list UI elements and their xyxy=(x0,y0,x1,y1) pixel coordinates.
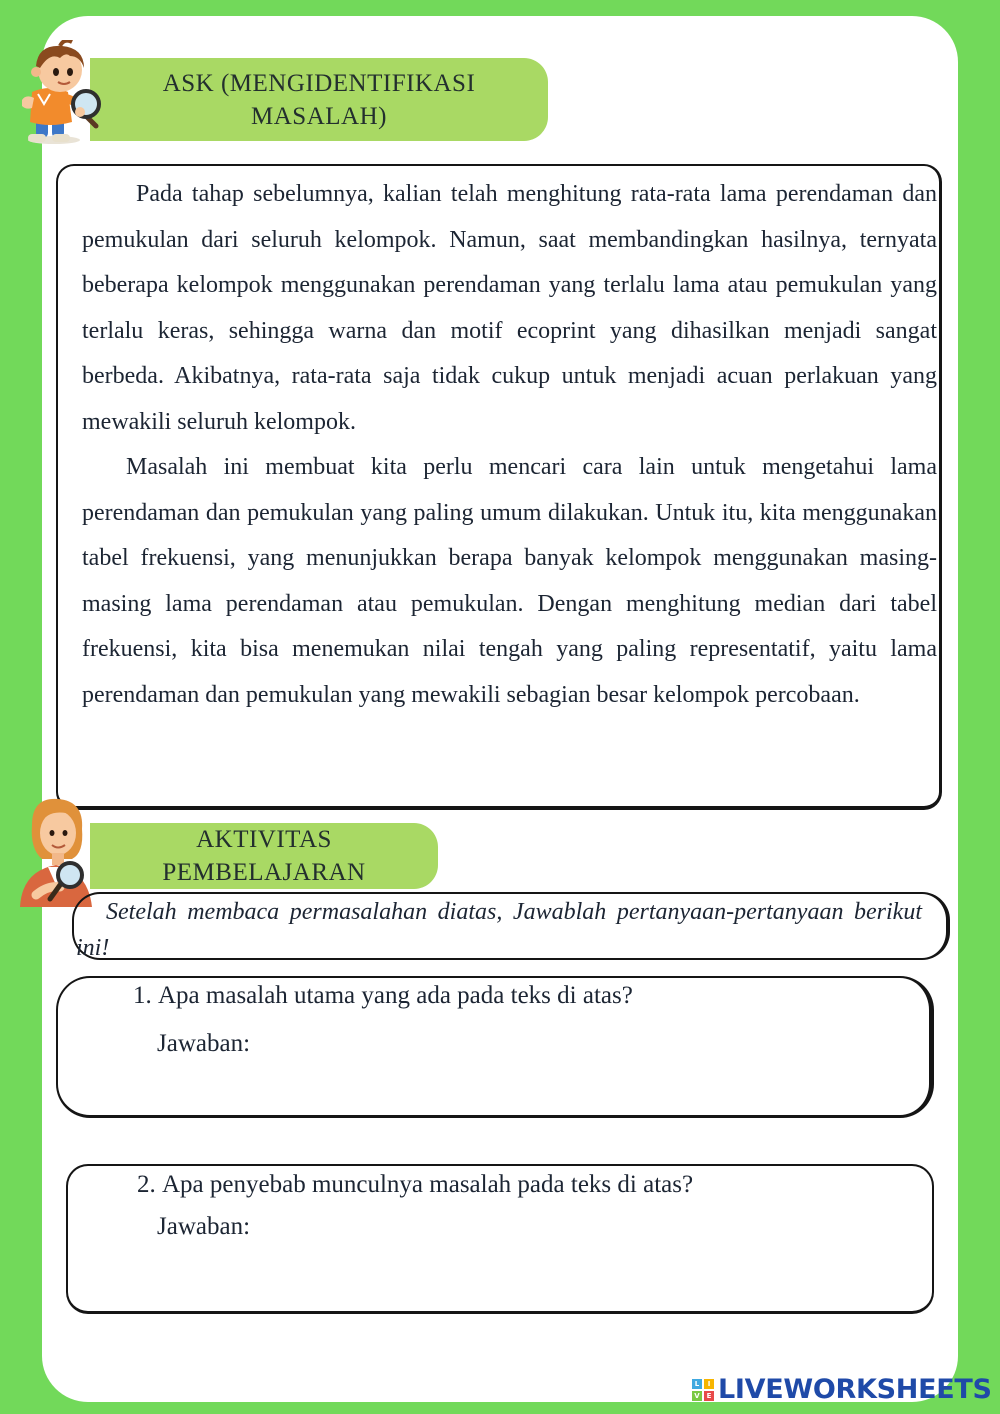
logo-letter-e: E xyxy=(704,1391,714,1401)
activity-title-line2: PEMBELAJARAN xyxy=(162,859,366,886)
question-2-text: Apa penyebab munculnya masalah pada teks di atas? xyxy=(162,1171,694,1198)
activity-title-line1: AKTIVITAS xyxy=(196,826,332,853)
logo-letter-l: L xyxy=(692,1379,702,1389)
problem-text-box xyxy=(56,164,942,810)
liveworksheets-brand xyxy=(692,1374,992,1405)
question-1-number: 1. xyxy=(133,982,152,1009)
question-1-text: Apa masalah utama yang ada pada teks di atas? xyxy=(158,982,633,1009)
question-2-answer-input[interactable] xyxy=(272,1213,896,1251)
problem-paragraph-2: Masalah ini membuat kita perlu mencari cara lain untuk mengetahui lama perendaman dan pemukulan yang paling umum dilakukan. Untuk itu, kita menggunakan tabel frekuensi, yang menunjukkan berapa banyak kelompok menggunakan masing-masing lama perendaman atau pemukulan. Dengan menghitung median dari tabel frekuensi, kita bisa menemukan nilai tengah yang paling representatif, yaitu lama perendaman dan pemukulan yang mewakili sebagian besar kelompok percobaan. xyxy=(82,454,937,708)
activity-section-banner xyxy=(90,823,438,889)
liveworksheets-logo-icon xyxy=(692,1379,714,1401)
ask-title-line1: ASK (MENGIDENTIFIKASI xyxy=(162,69,476,97)
ask-title-line2: MASALAH) xyxy=(251,102,387,130)
question-1-answer-input[interactable] xyxy=(272,1030,896,1068)
boy-with-magnifier-icon xyxy=(14,40,106,148)
logo-letter-i: I xyxy=(704,1379,714,1389)
brand-name: LIVEWORKSHEETS xyxy=(718,1374,992,1405)
question-2-answer-label: Jawaban: xyxy=(157,1213,251,1240)
problem-paragraph-1: Pada tahap sebelumnya, kalian telah menghitung rata-rata lama perendaman dan pemukulan dari seluruh kelompok. Namun, saat membandingkan hasilnya, ternyata beberapa kelompok menggunakan perendaman yang terlalu lama atau pemukulan yang terlalu keras, sehingga warna dan motif ecoprint yang dihasilkan menjadi sangat berbeda. Akibatnya, rata-rata saja tidak cukup untuk menjadi acuan perlakuan yang mewakili seluruh kelompok. xyxy=(82,181,937,435)
logo-letter-v: V xyxy=(692,1391,702,1401)
activity-instruction: Setelah membaca permasalahan diatas, Jawablah pertanyaan-pertanyaan berikut ini! xyxy=(72,892,950,960)
question-1-answer-label: Jawaban: xyxy=(157,1030,251,1057)
ask-section-banner xyxy=(90,58,548,141)
question-2 xyxy=(137,1171,693,1199)
question-2-number: 2. xyxy=(137,1171,156,1198)
question-1 xyxy=(133,982,633,1010)
